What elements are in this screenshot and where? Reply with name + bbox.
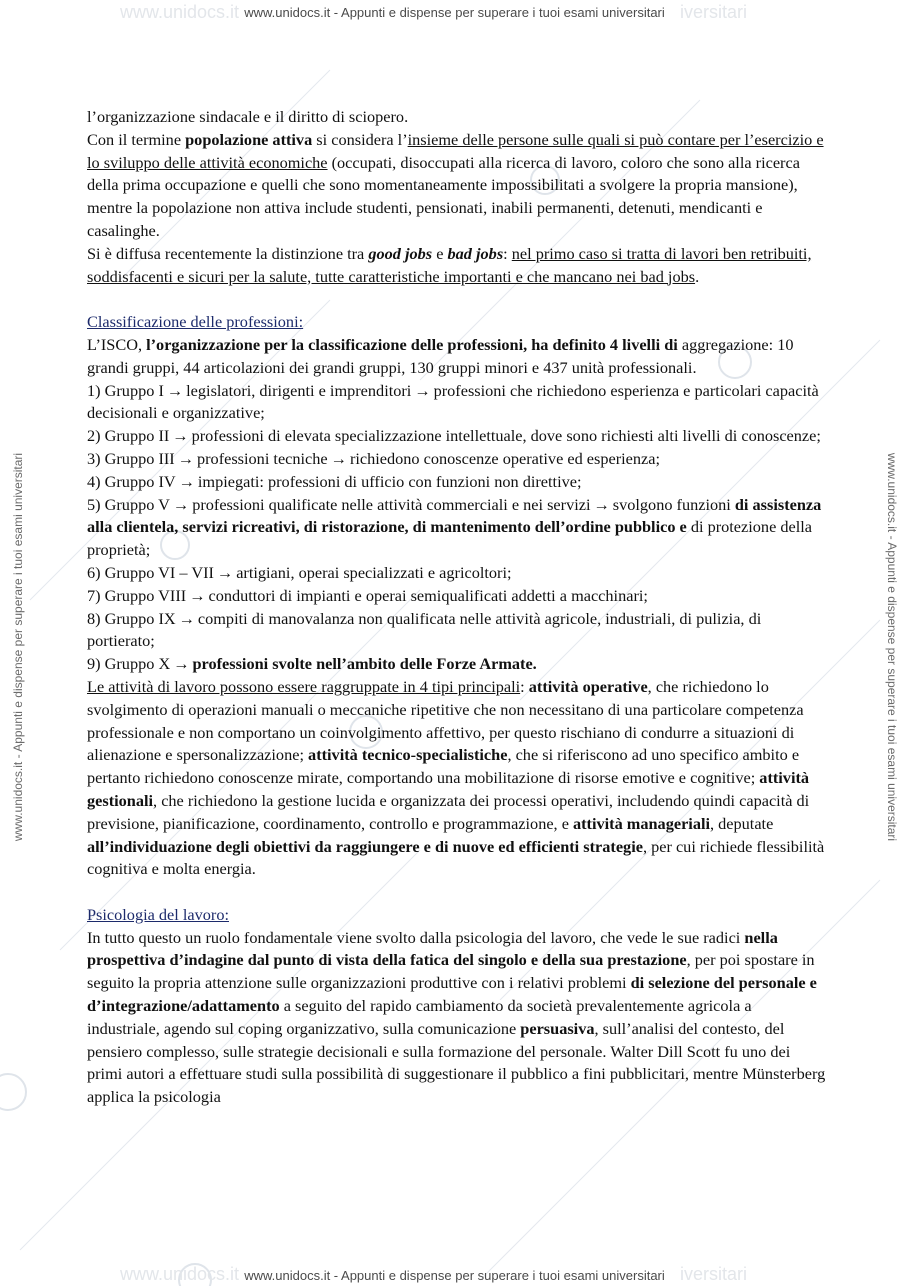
bold-italic-term: bad jobs: [447, 243, 504, 263]
text-run: richiedono conoscenze operative ed esperienza;: [349, 448, 661, 468]
text-run: , sull’analisi del contesto, del pensiero complesso, sulle strategie decisionali e sulla formazione del personale. Walter Dill Scott fu uno dei primi autori a effettuare studi sulla possibilità di suggestionare il pubblico a fini pubblicitari, mentre Münsterberg applica la psicologia: [87, 1018, 826, 1107]
heading-psicologia: [87, 904, 827, 927]
text-run: L’ISCO,: [87, 334, 147, 354]
arrow-right-icon: →: [216, 562, 234, 582]
spacer: [87, 288, 827, 311]
arrow-right-icon: →: [178, 608, 195, 628]
underlined-text: Le attività di lavoro possono essere raggruppate in 4 tipi principali: [87, 676, 521, 696]
group-item-1: [87, 380, 827, 426]
bold-text: professioni svolte nell’ambito delle Forze Armate.: [192, 654, 537, 674]
text-run: :: [520, 676, 529, 696]
bold-text: nella prospettiva d’indagine dal punto di vista della fatica del singolo e della sua prestazione: [87, 927, 778, 970]
watermark-ghost-bottom-right: iversitari: [680, 1264, 748, 1284]
section-heading: Classificazione delle professioni:: [87, 312, 304, 332]
section-heading: Psicologia del lavoro:: [87, 904, 229, 924]
heading-classificazione: [87, 311, 827, 334]
bold-text: di assistenza alla clientela, servizi ricreativi, di ristorazione, di mantenimento dell’ordine pubblico e: [87, 494, 822, 537]
group-item-7: [87, 585, 827, 608]
bold-term: popolazione attiva: [185, 129, 313, 149]
text-run: (occupati, disoccupati alla ricerca di lavoro, coloro che sono alla ricerca della prima occupazione e quelli che sono momentaneamente impossibilitati a svolgere la propria mansione), mentre la popolazione non attiva include studenti, pensionati, inabili permanenti, detenuti, mendicanti e casalinghe.: [87, 152, 800, 240]
document-body: [87, 106, 827, 1109]
paragraph-good-bad-jobs: [87, 243, 827, 289]
bold-term: attività gestionali: [87, 768, 810, 810]
text-run: , per cui richiede flessibilità cognitiva e molta energia.: [87, 836, 825, 879]
text-run: :: [503, 243, 512, 263]
underlined-text: nel primo caso si tratta di lavori ben retribuiti, soddisfacenti e sicuri per la salute, tutte caratteristiche importanti e che mancano nei bad jobs: [87, 243, 812, 286]
watermark-header: www.unidocs.it - Appunti e dispense per superare i tuoi esami universitari: [244, 5, 665, 20]
paragraph-popolazione-attiva: [87, 129, 827, 243]
text-run: Si è diffusa recentemente la distinzione tra: [87, 243, 369, 263]
arrow-right-icon: →: [593, 494, 610, 514]
arrow-right-icon: →: [414, 380, 431, 400]
bold-text: di selezione del personale e d’integrazione/adattamento: [87, 973, 817, 1016]
arrow-right-icon: →: [189, 585, 206, 605]
paragraph-attivita-lavoro: [87, 676, 827, 881]
bold-term: attività operative: [528, 676, 648, 696]
bold-term: attività tecnico-specialistiche: [308, 745, 508, 765]
text-run: si considera l’: [312, 129, 408, 149]
group-label: 3) Gruppo III: [87, 448, 175, 468]
arrow-right-icon: →: [330, 448, 347, 468]
text-run: l’organizzazione sindacale e il diritto di sciopero.: [87, 107, 409, 126]
text-run: professioni di elevata specializzazione intellettuale, dove sono richiesti alti livelli di conoscenze;: [191, 426, 821, 446]
group-item-9: [87, 653, 827, 676]
group-label: 4) Gruppo IV: [87, 471, 176, 491]
group-label: 6) Gruppo VI – VII: [87, 562, 214, 582]
group-item-5: [87, 494, 827, 562]
text-run: svolgono funzioni: [612, 494, 735, 514]
watermark-ghost-bottom: www.unidocs.it: [120, 1264, 240, 1284]
text-run: , che si riferiscono ad uno specifico ambito e pertanto richiedono conoscenze mirate, comportando una mobilitazione di risorse emotive e cognitive;: [87, 745, 800, 788]
text-run: , per poi spostare in seguito la propria attenzione sulle organizzazioni produttive con i relativi problemi: [87, 950, 815, 993]
text-run: , che richiedono la gestione lucida e organizzata dei processi operativi, includendo quindi capacità di previsione, pianificazione, coordinamento, controllo e programmazione, e: [87, 790, 810, 833]
arrow-right-icon: →: [166, 380, 184, 400]
text-run: professioni che richiedono esperienza e particolari capacità decisionali e organizzative;: [87, 380, 819, 423]
text-run: , deputate: [710, 813, 774, 833]
text-run: di protezione della proprietà;: [87, 517, 813, 560]
bold-term: attività manageriali: [573, 813, 711, 833]
group-label: 1) Gruppo I: [87, 380, 164, 400]
group-item-2: [87, 425, 827, 448]
paragraph-psicologia: [87, 927, 827, 1109]
group-item-6: [87, 562, 827, 585]
watermark-ghost-top-right: iversitari: [680, 2, 748, 22]
group-item-4: [87, 471, 827, 494]
bold-italic-term: good jobs: [368, 243, 433, 263]
arrow-right-icon: →: [177, 448, 194, 468]
group-item-3: [87, 448, 827, 471]
text-run: , che richiedono lo svolgimento di operazioni manuali o meccaniche ripetitive che non necessitano di una particolare competenza professionale e non comportano un coinvolgimento affettivo, per questo rischiano di condurre a situazioni di alienazione e spersonalizzazione;: [87, 676, 804, 765]
group-label: 9) Gruppo X: [87, 654, 171, 674]
arrow-right-icon: →: [172, 494, 190, 514]
text-run: e: [432, 243, 448, 263]
watermark-side-left: www.unidocs.it - Appunti e dispense per superare i tuoi esami universitari: [11, 452, 25, 842]
group-label: 5) Gruppo V: [87, 494, 170, 514]
watermark-footer: www.unidocs.it - Appunti e dispense per superare i tuoi esami universitari: [244, 1268, 665, 1283]
text-run: professioni tecniche: [197, 448, 328, 468]
group-label: 7) Gruppo VIII: [87, 585, 187, 605]
arrow-right-icon: →: [178, 471, 195, 491]
bold-text: persuasiva: [520, 1018, 595, 1038]
text-run: a seguito del rapido cambiamento da società prevalentemente agricola a industriale, agendo sul coping organizzativo, sulla comunicazione: [87, 996, 752, 1038]
underlined-definition: insieme delle persone sulle quali si può contare per l’esercizio e lo sviluppo delle attività economiche: [87, 129, 824, 172]
bold-text: all’individuazione degli obiettivi da raggiungere e di nuove ed efficienti strategie: [87, 836, 643, 856]
group-label: 8) Gruppo IX: [87, 608, 176, 628]
text-run: Con il termine: [87, 129, 186, 149]
arrow-right-icon: →: [172, 426, 189, 446]
watermark-ghost-top: www.unidocs.it: [120, 2, 240, 22]
group-label: 2) Gruppo II: [87, 426, 170, 446]
text-run: conduttori di impianti e operai semiqualificati addetti a macchinari;: [208, 585, 648, 605]
text-run: compiti di manovalanza non qualificata nelle attività agricole, industriali, di pulizia, di portierato;: [87, 608, 762, 651]
paragraph-isco: [87, 334, 827, 380]
arrow-right-icon: →: [173, 654, 190, 674]
watermark-side-right: www.unidocs.it - Appunti e dispense per superare i tuoi esami universitari: [885, 452, 899, 842]
text-run: .: [695, 266, 700, 286]
bold-text: l’organizzazione per la classificazione delle professioni, ha definito 4 livelli di: [146, 334, 678, 354]
paragraph-sindacale: [87, 106, 827, 129]
spacer: [87, 881, 827, 904]
text-run: aggregazione: 10 grandi gruppi, 44 articolazioni dei grandi gruppi, 130 gruppi minori e 437 unità professionali.: [87, 334, 794, 377]
text-run: impiegati: professioni di ufficio con funzioni non direttive;: [197, 471, 582, 491]
text-run: legislatori, dirigenti e imprenditori: [186, 380, 412, 400]
text-run: professioni qualificate nelle attività commerciali e nei servizi: [192, 494, 591, 514]
group-item-8: [87, 608, 827, 654]
text-run: In tutto questo un ruolo fondamentale viene svolto dalla psicologia del lavoro, che vede le sue radici: [87, 927, 745, 947]
text-run: artigiani, operai specializzati e agricoltori;: [236, 562, 512, 582]
